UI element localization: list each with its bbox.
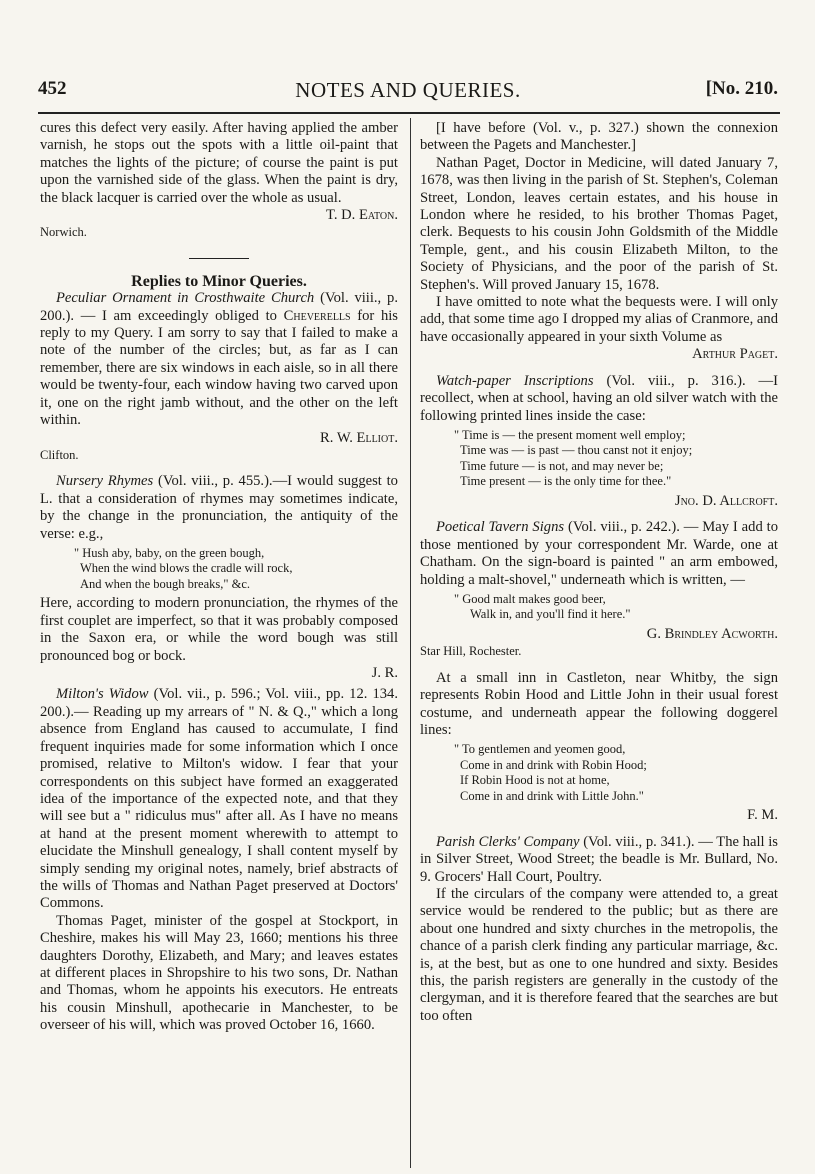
article-title: Milton's Widow bbox=[56, 686, 149, 703]
article-title: Nursery Rhymes bbox=[56, 473, 154, 490]
article-watch-paper: Watch-paper Inscriptions (Vol. viii., p. 316.). —I recollect, when at school, having an old silver watch with the following printed lines inside the case: bbox=[420, 372, 778, 424]
left-column bbox=[40, 120, 398, 1035]
column-divider bbox=[410, 118, 411, 1168]
paragraph-nursery-2: Here, according to modern pronunciation, the rhymes of the first couplet are imperfect, so that it was probably composed in the Saxon era, or while the word bough was still pronounced bog or bock. bbox=[40, 595, 398, 664]
signature-elliot: R. W. Elliot. bbox=[320, 429, 398, 446]
verse-quote: " Good malt makes good beer, Walk in, and you'll find it here." bbox=[454, 591, 631, 622]
paragraph-omitted: I have omitted to note what the bequests were. I will only add, that some time ago I dropped my alias of Cranmore, and have occasionally appeared in your sixth Volume as bbox=[420, 294, 778, 345]
paragraph-continued: cures this defect very easily. After having applied the amber varnish, he stops out the spots with a little oil-paint that matches the lights of the picture; of course the paint is put upon the varnished side of the glass. When the paint is dry, the black lacquer is carried over the whole as usual. bbox=[40, 120, 398, 206]
verse-quote: " To gentlemen and yeomen good, Come in and drink with Robin Hood; If Robin Hood is not at home, Come in and drink with Little John." bbox=[454, 742, 647, 803]
header-rule bbox=[38, 112, 780, 114]
paragraph-nathan-paget: Nathan Paget, Doctor in Medicine, will dated January 7, 1678, was then living in the parish of St. Stephen's, Coleman Street, London, leaves certain estates, and his house in London where he resided, to his brother Thomas Paget, clerk. Bequests to his cousin John Goldsmith of the Middle Temple, gent., and his cousin Elizabeth Milton, to the Society of Physicians, and the poor of the parish of St. Stephen's. Will proved January 15, 1678. bbox=[420, 154, 778, 293]
article-nursery-rhymes: Nursery Rhymes (Vol. viii., p. 455.).—I would suggest to L. that a consideration of rhymes may sometimes indicate, by the change in the pronunciation, the antiquity of the verse: e.g., bbox=[40, 473, 398, 542]
signature-acworth: G. Brindley Acworth. bbox=[646, 625, 778, 642]
place-clifton: Clifton. bbox=[40, 447, 79, 462]
correspondent-name: Cheverells bbox=[283, 307, 351, 324]
editorial-bracket-note: [I have before (Vol. v., p. 327.) shown the connexion between the Pagets and Manchester.] bbox=[420, 120, 778, 154]
signature-jr: J. R. bbox=[371, 665, 398, 682]
article-tavern-signs: Poetical Tavern Signs (Vol. viii., p. 242.). — May I add to those mentioned by your correspondent Mr. Warde, one at Chatham. On the sign-board is painted " an arm embowed, holding a malt-shovel," underneath which is written, — bbox=[420, 519, 778, 588]
place-star-hill: Star Hill, Rochester. bbox=[420, 644, 522, 659]
verse-quote: " Time is — the present moment well employ; Time was — is past — thou canst not it enjoy; Time future — is not, and may never be; Time present — is the only time for thee." bbox=[454, 427, 693, 489]
page-header bbox=[38, 78, 778, 112]
signature-paget: Arthur Paget. bbox=[692, 346, 778, 363]
signature-eaton: T. D. Eaton. bbox=[325, 207, 398, 224]
article-title: Peculiar Ornament in Crosthwaite Church bbox=[56, 290, 315, 307]
issue-number: [No. 210. bbox=[705, 78, 778, 99]
page-number: 452 bbox=[38, 78, 67, 99]
article-title: Poetical Tavern Signs bbox=[436, 519, 565, 536]
running-title: NOTES AND QUERIES. bbox=[295, 78, 521, 102]
paragraph-circulars: If the circulars of the company were attended to, a great service would be rendered to the public; but as there are about one hundred and sixty churches in the metropolis, the chance of a parish clerk finding any particular marriage, &c. is, at the best, but as one to one hundred and sixty. Besides this, the parish registers are generally in the custody of the clergyman, and it is therefore feared that the searches are but too often bbox=[420, 886, 778, 1024]
article-title: Parish Clerks' Company bbox=[436, 833, 580, 850]
article-parish-clerks: Parish Clerks' Company (Vol. viii., p. 341.). — The hall is in Silver Street, Wood Street; the beadle is Mr. Bullard, No. 9. Grocers' Hall Court, Poultry. bbox=[420, 833, 778, 885]
paragraph-castleton: At a small inn in Castleton, near Whitby, the sign represents Robin Hood and Little John in their usual forest costume, and underneath appear the following doggerel lines: bbox=[420, 669, 778, 738]
section-divider bbox=[189, 258, 249, 259]
article-crosthwaite: Peculiar Ornament in Crosthwaite Church (Vol. viii., p. 200.). — I am exceedingly obliged to Cheverells for his reply to my Query. I am sorry to say that I failed to make a note of the number of the circles; but, as far as I can remember, there are six windows in each aisle, so in all there would be twenty-four, each window having two carved upon it, one on the right jamb without, and the other on the left within. bbox=[40, 290, 398, 429]
signature-allcroft: Jno. D. Allcroft. bbox=[674, 492, 778, 509]
verse-quote: " Hush aby, baby, on the green bough, When the wind blows the cradle will rock, And when the bough breaks," &c. bbox=[74, 545, 293, 591]
article-miltons-widow: Milton's Widow (Vol. vii., p. 596.; Vol. viii., pp. 12. 134. 200.).— Reading up my arrears of " N. & Q.," which a long absence from England has caused to accumulate, I find frequent inquiries made for some information which I once promised, relative to Milton's widow. I fear that your correspondents on this subject have formed an exaggerated idea of the importance of the expected note, and that they will see but a " ridiculus mus" after all. As I have no means at hand at the present moment wherewith to attempt to elucidate the Minshull genealogy, I shall content myself by simply sending my original notes, namely, brief abstracts of the wills of Thomas and Nathan Paget preserved at Doctors' Commons. bbox=[40, 686, 398, 912]
right-column bbox=[420, 120, 778, 1025]
section-heading: Replies to Minor Queries. bbox=[131, 272, 307, 290]
paragraph-thomas-paget: Thomas Paget, minister of the gospel at Stockport, in Cheshire, makes his will May 23, 1660; mentions his three daughters Dorothy, Elizabeth, and Mary; and leaves estates at different places in Shropshire to his two sons, Dr. Nathan and Thomas, whom he appoints his executors. He entreats his cousin Minshull, apothecarie in Manchester, to be overseer of his will, which was proved October 16, 1660. bbox=[40, 912, 398, 1034]
signature-fm: F. M. bbox=[747, 807, 778, 824]
place-norwich: Norwich. bbox=[40, 225, 87, 240]
article-title: Watch-paper Inscriptions bbox=[436, 372, 594, 389]
